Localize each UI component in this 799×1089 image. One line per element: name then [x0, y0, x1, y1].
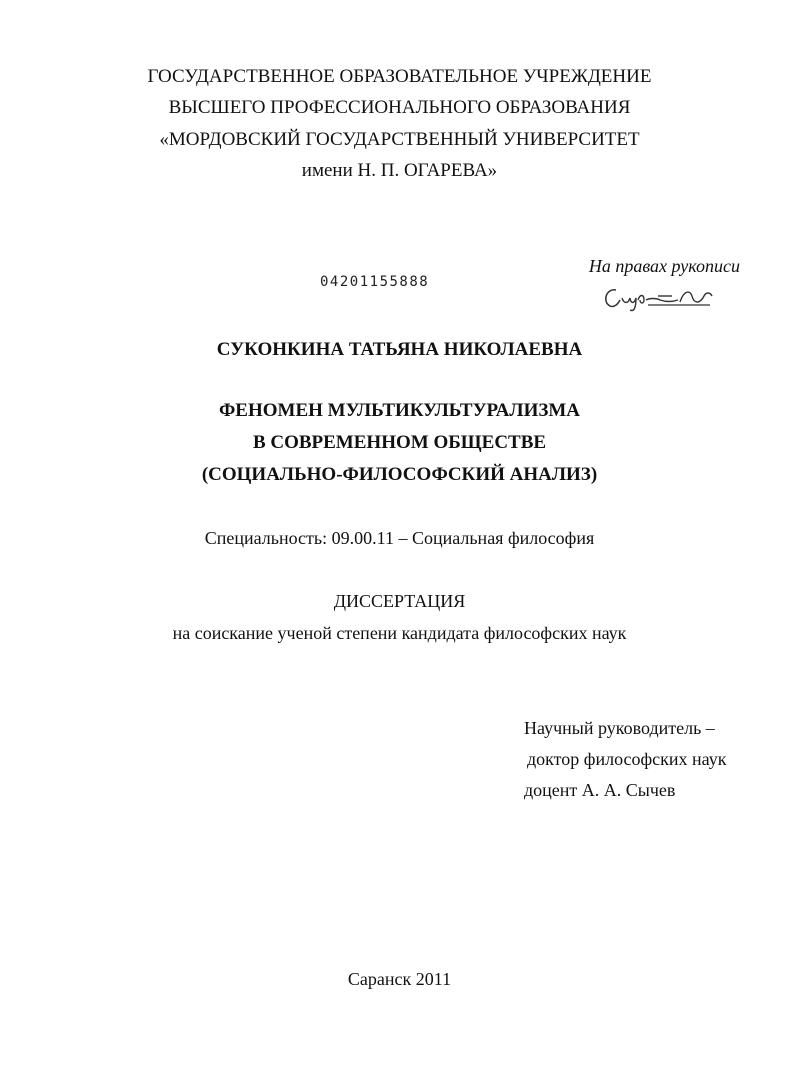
supervisor-line-1: Научный руководитель – [524, 718, 715, 738]
institution-line-1: ГОСУДАРСТВЕННОЕ ОБРАЗОВАТЕЛЬНОЕ УЧРЕЖДЕНИЕ [147, 66, 652, 87]
supervisor-line-3: доцент А. А. Сычев [524, 780, 676, 800]
specialty: Специальность: 09.00.11 – Социальная философия [204, 528, 595, 548]
registry-code: 04201155888 [320, 274, 430, 290]
rights-note: На правах рукописи [588, 256, 740, 276]
work-type: ДИССЕРТАЦИЯ [333, 591, 466, 611]
institution-line-2: ВЫСШЕГО ПРОФЕССИОНАЛЬНОГО ОБРАЗОВАНИЯ [168, 97, 631, 118]
title-line-3: (СОЦИАЛЬНО-ФИЛОСОФСКИЙ АНАЛИЗ) [201, 464, 598, 485]
handwritten-signature [600, 282, 720, 312]
institution-line-4: имени Н. П. ОГАРЕВА» [301, 160, 498, 181]
title-line-1: ФЕНОМЕН МУЛЬТИКУЛЬТУРАЛИЗМА [218, 400, 581, 421]
title-line-2: В СОВРЕМЕННОМ ОБЩЕСТВЕ [252, 432, 547, 453]
degree: на соискание ученой степени кандидата философских наук [172, 623, 627, 643]
author-name: СУКОНКИНА ТАТЬЯНА НИКОЛАЕВНА [216, 339, 583, 360]
supervisor-line-2: доктор философских наук [527, 749, 727, 769]
institution-line-3: «МОРДОВСКИЙ ГОСУДАРСТВЕННЫЙ УНИВЕРСИТЕТ [159, 129, 640, 150]
city-year: Саранск 2011 [347, 969, 452, 989]
